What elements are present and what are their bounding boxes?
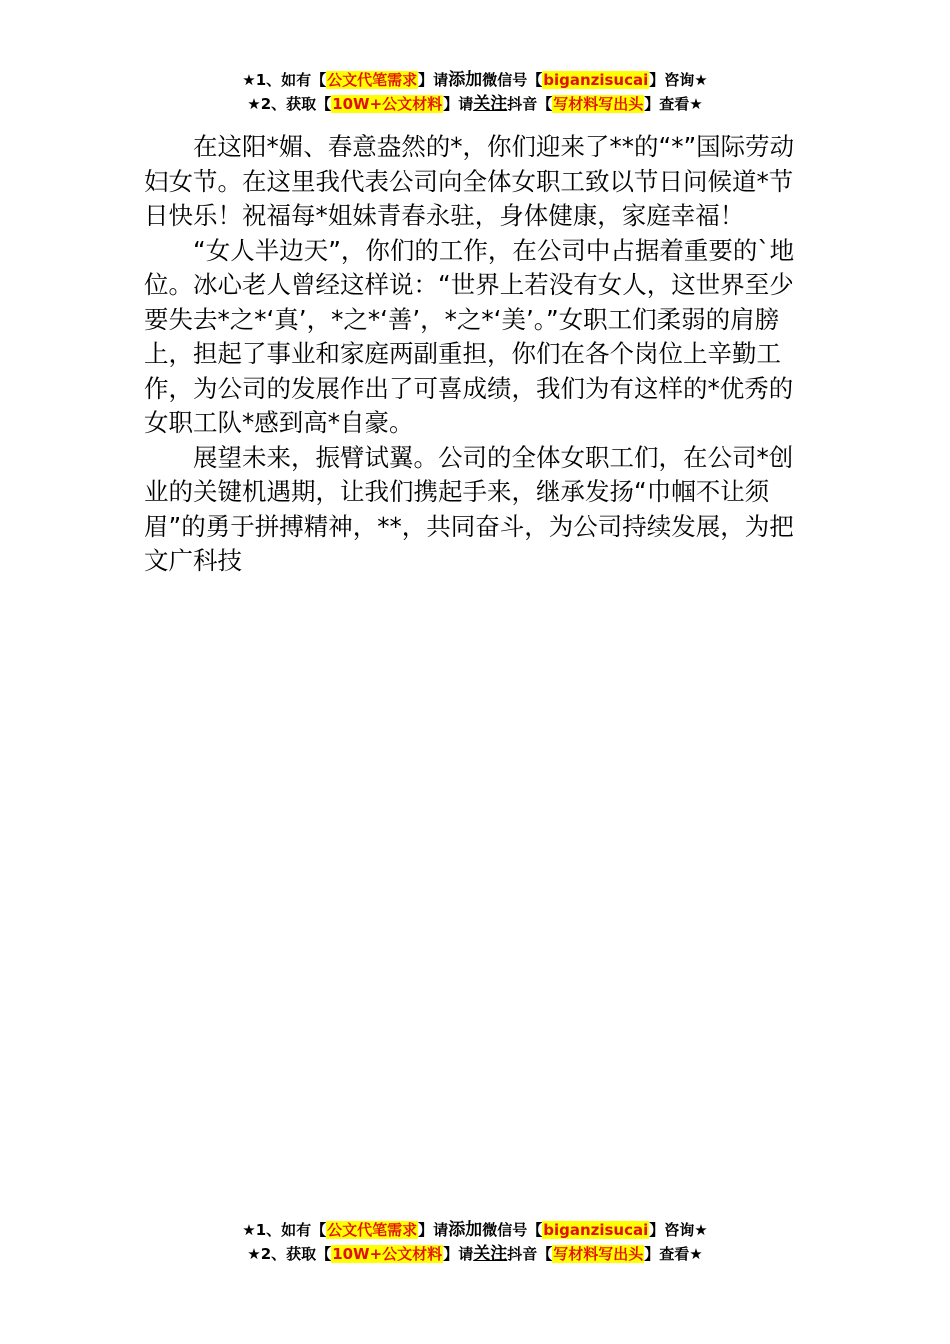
banner-emphasis: 添加: [448, 1220, 483, 1240]
banner-text: 】咨询★: [649, 1221, 708, 1239]
banner-text: 】请: [418, 1221, 449, 1239]
banner-text: ★2、获取【: [247, 1245, 332, 1263]
banner-highlight: 写材料写出头: [553, 1245, 644, 1263]
banner-line-2: [0, 92, 950, 116]
header-banner: [0, 68, 950, 116]
paragraph-2: “女人半边天”，你们的工作，在公司中占据着重要的`地位。冰心老人曾经这样说：“世界上若没有女人，这世界至少要失去*之*‘真’，*之*‘善’，*之*‘美’。”女职工们柔弱的肩膀上，担起了事业和家庭两副重担，你们在各个岗位上辛勤工作，为公司的发展作出了可喜成绩，我们为有这样的*优秀的女职工队*感到高*自豪。: [144, 235, 795, 437]
paragraph-1: 在这阳*媚、春意盎然的*，你们迎来了**的“*”国际劳动妇女节。在这里我代表公司向全体女职工致以节日问候道*节日快乐！祝福每*姐妹青春永驻，身体健康，家庭幸福！: [144, 132, 795, 230]
banner-text: 抖音【: [507, 1245, 553, 1263]
banner-line-1: [0, 1218, 950, 1242]
document-body: [144, 130, 808, 579]
banner-highlight: 10W+公文材料: [332, 95, 443, 113]
banner-text: 】请: [443, 95, 474, 113]
banner-line-1: [0, 68, 950, 92]
banner-text: 】查看★: [644, 95, 703, 113]
banner-highlight: 写材料写出头: [553, 95, 644, 113]
banner-text: 】请: [418, 71, 449, 89]
banner-text: ★1、如有【: [242, 1221, 327, 1239]
banner-emphasis: 关注: [473, 1244, 508, 1264]
banner-wechat-id: biganzisucai: [543, 71, 649, 89]
banner-text: ★1、如有【: [242, 71, 327, 89]
banner-text: 微信号【: [482, 71, 543, 89]
banner-line-2: [0, 1242, 950, 1266]
banner-text: 】咨询★: [649, 71, 708, 89]
banner-wechat-id: biganzisucai: [543, 1221, 649, 1239]
banner-emphasis: 添加: [448, 70, 483, 90]
banner-highlight: 10W+公文材料: [332, 1245, 443, 1263]
footer-banner: [0, 1218, 950, 1266]
banner-text: 】查看★: [644, 1245, 703, 1263]
banner-highlight: 公文代笔需求: [327, 1221, 418, 1239]
banner-emphasis: 关注: [473, 94, 508, 114]
banner-text: 】请: [443, 1245, 474, 1263]
banner-text: 抖音【: [507, 95, 553, 113]
paragraph-3: 展望未来，振臂试翼。公司的全体女职工们，在公司*创业的关键机遇期，让我们携起手来，继承发扬“巾帼不让须眉”的勇于拼搏精神，**，共同奋斗，为公司持续发展，为把文广科技: [144, 442, 794, 575]
banner-highlight: 公文代笔需求: [327, 71, 418, 89]
banner-text: 微信号【: [482, 1221, 543, 1239]
banner-text: ★2、获取【: [247, 95, 332, 113]
